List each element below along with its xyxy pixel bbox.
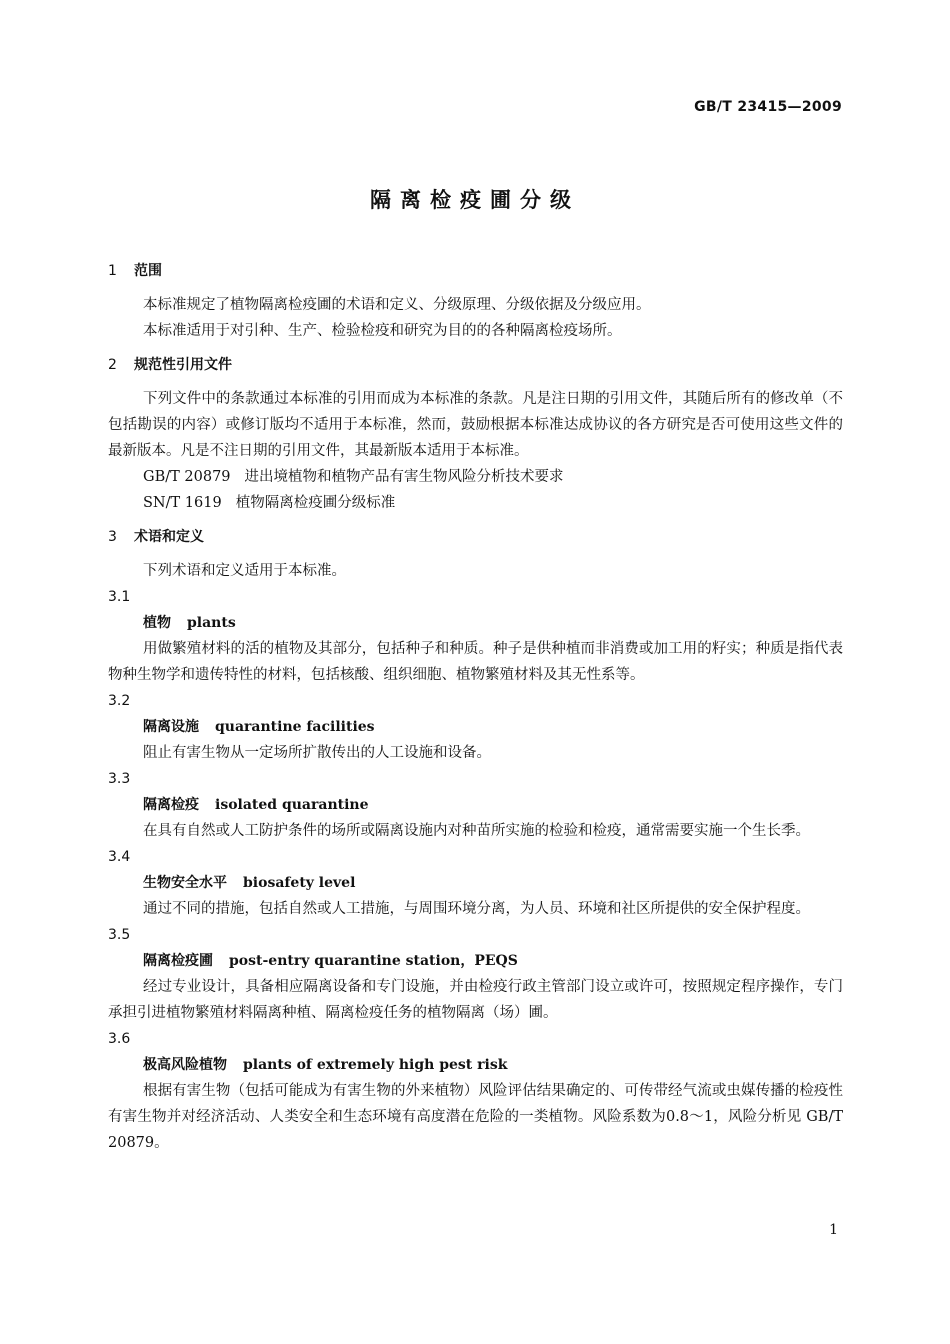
reference-code: SN/T 1619 [143,495,222,511]
term-number: 3.1 [108,589,131,605]
section-heading-normative-references: 2 规范性引用文件 [108,357,232,373]
document-title: 隔离检疫圃分级 [370,188,580,212]
term-definition: 在具有自然或人工防护条件的场所或隔离设施内对种苗所实施的检验和检疫，通常需要实施一个生长季。 [143,823,810,839]
term-name: 隔离检疫 isolated quarantine [143,797,369,813]
paragraph: 下列术语和定义适用于本标准。 [143,563,346,579]
standard-code: GB/T 23415—2009 [694,99,842,115]
term-name: 生物安全水平 biosafety level [143,875,356,891]
page-number: 1 [829,1222,838,1238]
term-name: 隔离设施 quarantine facilities [143,719,375,735]
term-number: 3.4 [108,849,131,865]
paragraph: 本标准规定了植物隔离检疫圃的术语和定义、分级原理、分级依据及分级应用。 [143,297,651,313]
reference-item [108,490,843,516]
term-definition: 经过专业设计，具备相应隔离设备和专门设施，并由检疫行政主管部门设立或许可，按照规定程序操作，专门承担引进植物繁殖材料隔离种植、隔离检疫任务的植物隔离（场）圃。 [108,979,843,1021]
reference-title: 进出境植物和植物产品有害生物风险分析技术要求 [244,469,564,485]
reference-item [108,464,843,490]
section-heading-scope: 1 范围 [108,263,162,279]
term-name: 植物 plants [143,615,236,631]
document-body [108,258,843,1156]
term-number: 3.2 [108,693,131,709]
paragraph: 下列文件中的条款通过本标准的引用而成为本标准的条款。凡是注日期的引用文件，其随后所有的修改单（不包括勘误的内容）或修订版均不适用于本标准，然而，鼓励根据本标准达成协议的各方研究是否可使用这些文件的最新版本。凡是不注日期的引用文件，其最新版本适用于本标准。 [108,391,843,459]
paragraph: 本标准适用于对引种、生产、检验检疫和研究为目的的各种隔离检疫场所。 [143,323,622,339]
term-definition: 通过不同的措施，包括自然或人工措施，与周围环境分离，为人员、环境和社区所提供的安全保护程度。 [143,901,810,917]
term-name: 隔离检疫圃 post-entry quarantine station，PEQS [143,953,518,969]
term-definition: 根据有害生物（包括可能成为有害生物的外来植物）风险评估结果确定的、可传带经气流或虫媒传播的检疫性有害生物并对经济活动、人类安全和生态环境有高度潜在危险的一类植物。风险系数为0.8～1，风险分析见 GB/T 20879。 [108,1083,843,1151]
reference-title: 植物隔离检疫圃分级标准 [235,495,396,511]
term-name: 极高风险植物 plants of extremely high pest risk [143,1057,508,1073]
term-number: 3.5 [108,927,131,943]
term-definition: 用做繁殖材料的活的植物及其部分，包括种子和种质。种子是供种植而非消费或加工用的籽实；种质是指代表物种生物学和遗传特性的材料，包括核酸、组织细胞、植物繁殖材料及其无性系等。 [108,641,843,683]
section-heading-terms: 3 术语和定义 [108,529,204,545]
term-number: 3.6 [108,1031,131,1047]
reference-code: GB/T 20879 [143,469,231,485]
term-definition: 阻止有害生物从一定场所扩散传出的人工设施和设备。 [143,745,491,761]
term-number: 3.3 [108,771,131,787]
